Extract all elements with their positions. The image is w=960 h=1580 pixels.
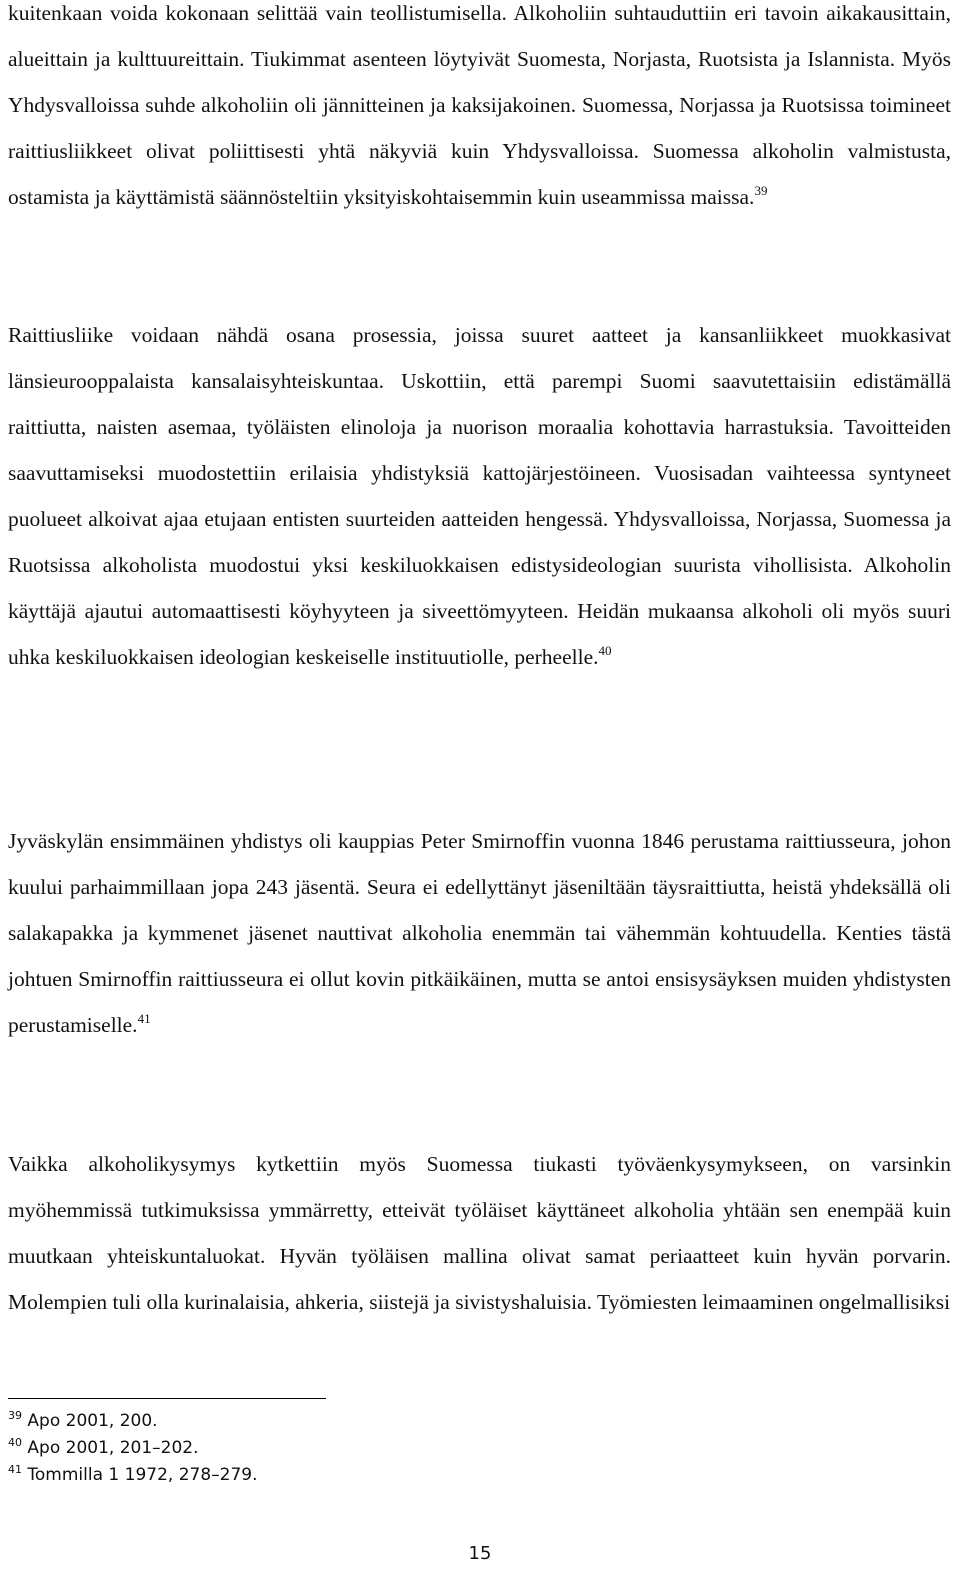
footnote-reference: 39 [754, 183, 768, 198]
footnote-reference: 41 [137, 1011, 151, 1026]
footnote-text: Apo 2001, 200. [27, 1411, 158, 1431]
footnote-number: 41 [8, 1463, 22, 1476]
paragraph [8, 312, 951, 680]
footnote-number: 39 [8, 1409, 22, 1422]
footnote-separator [8, 1398, 326, 1399]
footnote [8, 1462, 258, 1489]
footnote-text: Apo 2001, 201–202. [27, 1438, 199, 1458]
paragraph-text: Jyväskylän ensimmäinen yhdistys oli kauppias Peter Smirnoffin vuonna 1846 perustama raittiusseura, johon kuului parhaimmillaan jopa 243 jäsentä. Seura ei edellyttänyt jäseniltään täysraittiutta, heistä yhdeksällä oli salakapakka ja kymmenet jäsenet nauttivat alkoholia enemmän tai vähemmän kohtuudella. Kenties tästä johtuen Smirnoffin raittiusseura ei ollut kovin pitkäikäinen, mutta se antoi ensisysäyksen muiden yhdistysten perustamiselle. [8, 829, 951, 1037]
paragraph [8, 0, 951, 220]
footnote-text: Tommilla 1 1972, 278–279. [27, 1465, 258, 1485]
footnote [8, 1435, 258, 1462]
paragraph-text: Raittiusliike voidaan nähdä osana prosessia, joissa suuret aatteet ja kansanliikkeet muokkasivat länsieurooppalaista kansalaisyhteiskuntaa. Uskottiin, että parempi Suomi saavutettaisiin edistämällä raittiutta, naisten asemaa, työläisten elinoloja ja nuorison moraalia kohottavia harrastuksia. Tavoitteiden saavuttamiseksi muodostettiin erilaisia yhdistyksiä kattojärjestöineen. Vuosisadan vaihteessa syntyneet puolueet alkoivat ajaa etujaan entisten suurteiden aatteiden hengessä. Yhdysvalloissa, Norjassa, Suomessa ja Ruotsissa alkoholista muodostui yksi keskiluokkaisen edistysideologian suurista vihollisista. Alkoholin käyttäjä ajautui automaattisesti köyhyyteen ja siveettömyyteen. Heidän mukaansa alkoholi oli myös suuri uhka keskiluokkaisen ideologian keskeiselle instituutiolle, perheelle. [8, 323, 951, 669]
footnote-number: 40 [8, 1436, 22, 1449]
page-number: 15 [468, 1543, 492, 1564]
footnotes [8, 1408, 258, 1489]
paragraph [8, 818, 951, 1048]
footnote [8, 1408, 258, 1435]
paragraph [8, 1141, 951, 1325]
paragraph-text: kuitenkaan voida kokonaan selittää vain teollistumisella. Alkoholiin suhtauduttiin eri tavoin aikakausittain, alueittain ja kulttuureittain. Tiukimmat asenteen löytyivät Suomesta, Norjasta, Ruotsista ja Islannista. Myös Yhdysvalloissa suhde alkoholiin oli jännitteinen ja kaksijakoinen. Suomessa, Norjassa ja Ruotsissa toimineet raittiusliikkeet olivat poliittisesti yhtä näkyviä kuin Yhdysvalloissa. Suomessa alkoholin valmistusta, ostamista ja käyttämistä säännösteltiin yksityiskohtaisemmin kuin useammissa maissa. [8, 1, 951, 209]
footnote-reference: 40 [598, 643, 612, 658]
paragraph-text: Vaikka alkoholikysymys kytkettiin myös Suomessa tiukasti työväenkysymykseen, on varsinkin myöhemmissä tutkimuksissa ymmärretty, etteivät työläiset käyttäneet alkoholia yhtään sen enempää kuin muutkaan yhteiskuntaluokat. Hyvän työläisen mallina olivat samat periaatteet kuin hyvän porvarin. Molempien tuli olla kurinalaisia, ahkeria, siistejä ja sivistyshaluisia. Työmiesten leimaaminen ongelmallisiksi [8, 1152, 951, 1314]
